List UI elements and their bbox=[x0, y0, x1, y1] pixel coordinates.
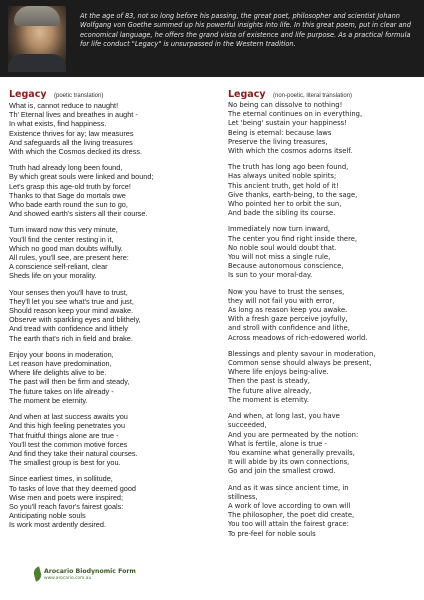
poem-line: The future alive already, bbox=[228, 386, 312, 395]
poem-line: Your senses then you'll have to trust, bbox=[9, 287, 128, 297]
stanza bbox=[9, 350, 214, 405]
poem-subtitle: (poetic translation) bbox=[54, 93, 104, 99]
stanza bbox=[228, 288, 420, 343]
stanza bbox=[9, 474, 214, 529]
poem-line: And when, at long last, you have bbox=[228, 412, 340, 421]
poem-line: Because autonomous conscience, bbox=[228, 262, 344, 271]
column-title bbox=[228, 84, 420, 98]
poem-line: The philosopher, the poet did create, bbox=[228, 511, 355, 520]
poem-title: Legacy bbox=[9, 89, 47, 100]
stanza bbox=[228, 225, 420, 280]
poem-line: stillness, bbox=[228, 492, 258, 501]
poem-line: You will not miss a single rule, bbox=[228, 253, 331, 262]
poem-line: Now you have to trust the senses, bbox=[228, 287, 345, 296]
poem-line: With which the cosmos adorns itself. bbox=[228, 147, 353, 156]
poem-line: They'll let you see what's true and just, bbox=[9, 296, 134, 306]
poem-line: and stroll with confidence and lithe, bbox=[228, 324, 350, 333]
poem-line: And as it was since ancient time, in bbox=[228, 483, 349, 492]
footer-logo bbox=[30, 567, 136, 583]
column-title bbox=[9, 84, 214, 98]
poem-line: Existence thrives for ay; law measures bbox=[9, 128, 134, 138]
poem-line: So you'll reach favor's fairest goals: bbox=[9, 501, 124, 511]
poem-line: You'll test the common motive forces bbox=[9, 439, 128, 449]
stanza bbox=[228, 350, 420, 405]
poem-line: Let reason have predomination, bbox=[9, 359, 112, 369]
poem-line: With a fresh gaze perceive joyfully, bbox=[228, 315, 348, 324]
poem-line: What is fertile, alone is true - bbox=[228, 439, 327, 448]
intro-text: At the age of 83, not so long before his passing, the great poet, philosopher and scientist Johann Wolfgang von Goethe summed up his powerful insights into life. In this great poem, put in clear and economical language, he offers the grand vista of existence and life purpose. As a practical formula for life conduct "Legacy" is unsurpassed in the Western tradition. bbox=[80, 12, 411, 48]
poem-line: You too will attain the fairest grace: bbox=[228, 520, 349, 529]
poem-line: Is work most ardently desired. bbox=[9, 520, 106, 530]
poem-line: Let's grasp this age-old truth by force! bbox=[9, 181, 131, 191]
poem-line: Enjoy your boons in moderation, bbox=[9, 349, 114, 359]
poem-line: It will abide by its own connections, bbox=[228, 458, 350, 467]
poem-line: Being is eternal: because laws bbox=[228, 128, 332, 137]
poem-line: Is sun to your moral-day. bbox=[228, 271, 313, 280]
poem-line: Sheds life on your morality. bbox=[9, 271, 97, 281]
literal-translation-column bbox=[228, 84, 420, 546]
poem-line: In what exists, find happiness. bbox=[9, 119, 107, 129]
poem-line: And safeguards all the living treasures bbox=[9, 137, 133, 147]
header-banner bbox=[0, 0, 424, 77]
poem-line: Who pointed her to orbit the sun, bbox=[228, 200, 342, 209]
goethe-portrait bbox=[8, 6, 66, 72]
poem-line: Preserve the living treasures, bbox=[228, 137, 328, 146]
poem-line: succeeded, bbox=[228, 421, 267, 430]
poem-line: And tread with confidence and lithely bbox=[9, 324, 128, 334]
stanza bbox=[9, 101, 214, 156]
poem-line: The smallest group is best for you. bbox=[9, 458, 121, 468]
poem-line: The eternal continues on in everything, bbox=[228, 110, 363, 119]
poem-line: The earth that's rich in field and brake. bbox=[9, 333, 133, 343]
poem-line: Across meadows of rich-edowered world. bbox=[228, 333, 368, 342]
stanza bbox=[9, 412, 214, 467]
poem-line: Th' Eternal lives and breathes in aught - bbox=[9, 110, 138, 120]
poem-line: To tasks of love that they deemed good bbox=[9, 483, 136, 493]
stanza bbox=[228, 412, 420, 476]
poem-line: Should reason keep your mind awake. bbox=[9, 306, 134, 316]
poem-subtitle: (non-poetic, literal translation) bbox=[273, 93, 353, 99]
poem-line: And you are permeated by the notion: bbox=[228, 430, 359, 439]
poem-line: Who bade earth round the sun to go, bbox=[9, 200, 128, 210]
poem-line: Give thanks, earth-being, to the sage, bbox=[228, 190, 358, 199]
poem-line: No noble soul would doubt that. bbox=[228, 243, 337, 252]
poem-line: You examine what generally prevails, bbox=[228, 448, 355, 457]
poem-line: they will not fail you with error, bbox=[228, 296, 335, 305]
poem-line: Since earliest times, in sollitude, bbox=[9, 474, 113, 484]
poem-line: To pre-feel for noble souls bbox=[228, 529, 316, 538]
poem-line: And bade the sibling its course. bbox=[228, 209, 336, 218]
farm-website: www.arocario.com.au bbox=[44, 576, 92, 581]
poem-line: Anticipating noble souls bbox=[9, 511, 86, 521]
poem-line: And showed earth's sisters all their course. bbox=[9, 209, 148, 219]
poem-line: The moment be eternity. bbox=[9, 395, 88, 405]
poem-line: Then the past is steady, bbox=[228, 377, 310, 386]
poem-line: The center you find right inside there, bbox=[228, 234, 358, 243]
poem-line: And this high feeling penetrates you bbox=[9, 421, 126, 431]
poem-line: Wise men and poets were inspired; bbox=[9, 492, 123, 502]
poem-title: Legacy bbox=[228, 89, 266, 100]
poem-line: With which the Cosmos decked its dress. bbox=[9, 147, 143, 157]
poem-line: This ancient truth, get hold of it! bbox=[228, 181, 339, 190]
poem-line: A work of love according to own will bbox=[228, 501, 351, 510]
poem-line: A conscience self-reliant, clear bbox=[9, 262, 108, 272]
poem-line: The truth has long ago been found, bbox=[228, 163, 349, 172]
poem-line: Has always united noble spirits; bbox=[228, 172, 337, 181]
poem-line: What is, cannot reduce to naught! bbox=[9, 101, 119, 110]
poem-line: Blessings and plenty savour in moderation, bbox=[228, 349, 376, 358]
poem-line: Thanks to that Sage do mortals owe bbox=[9, 190, 126, 200]
stanza bbox=[9, 288, 214, 343]
poem-line: By which great souls were linked and bound; bbox=[9, 172, 154, 182]
stanza bbox=[228, 163, 420, 218]
poem-line: Which no good man doubts wilfully. bbox=[9, 243, 123, 253]
poem-line: As long as reason keep you awake. bbox=[228, 306, 348, 315]
poem-line: The moment is eternity. bbox=[228, 395, 309, 404]
poem-line: Where life delights alive to be. bbox=[9, 368, 107, 378]
stanza bbox=[9, 225, 214, 280]
poem-line: Immediately now turn inward, bbox=[228, 225, 331, 234]
poem-line: Let 'being' sustain your happiness! bbox=[228, 119, 347, 128]
poem-line: And when at last success awaits you bbox=[9, 412, 128, 422]
stanza bbox=[9, 163, 214, 218]
poem-line: And find they take their natural courses. bbox=[9, 448, 138, 458]
farm-name: Arocario Biodynomic Form bbox=[44, 568, 136, 575]
poem-line: Common sense should always be present, bbox=[228, 359, 372, 368]
poetic-translation-column bbox=[9, 84, 214, 537]
stanza bbox=[228, 101, 420, 156]
leaf-logo-icon bbox=[32, 566, 42, 581]
stanza bbox=[228, 484, 420, 539]
poem-line: That fruitful things alone are true - bbox=[9, 430, 119, 440]
poem-line: Where life enjoys being-alive. bbox=[228, 368, 329, 377]
poem-line: The past will then be firm and steady, bbox=[9, 377, 130, 387]
poem-line: Turn inward now this very minute, bbox=[9, 225, 118, 235]
poem-line: You'll find the center resting in it, bbox=[9, 234, 114, 244]
poem-line: Observe with sparkling eyes and blithely, bbox=[9, 315, 141, 325]
poem-line: Go and join the smallest crowd. bbox=[228, 467, 336, 476]
poem-line: The future takes on life already - bbox=[9, 386, 114, 396]
poem-line: All rules, you'll see, are present here: bbox=[9, 253, 129, 263]
poem-line: Truth had already long been found, bbox=[9, 163, 123, 173]
poem-line: No being can dissolve to nothing! bbox=[228, 101, 343, 109]
